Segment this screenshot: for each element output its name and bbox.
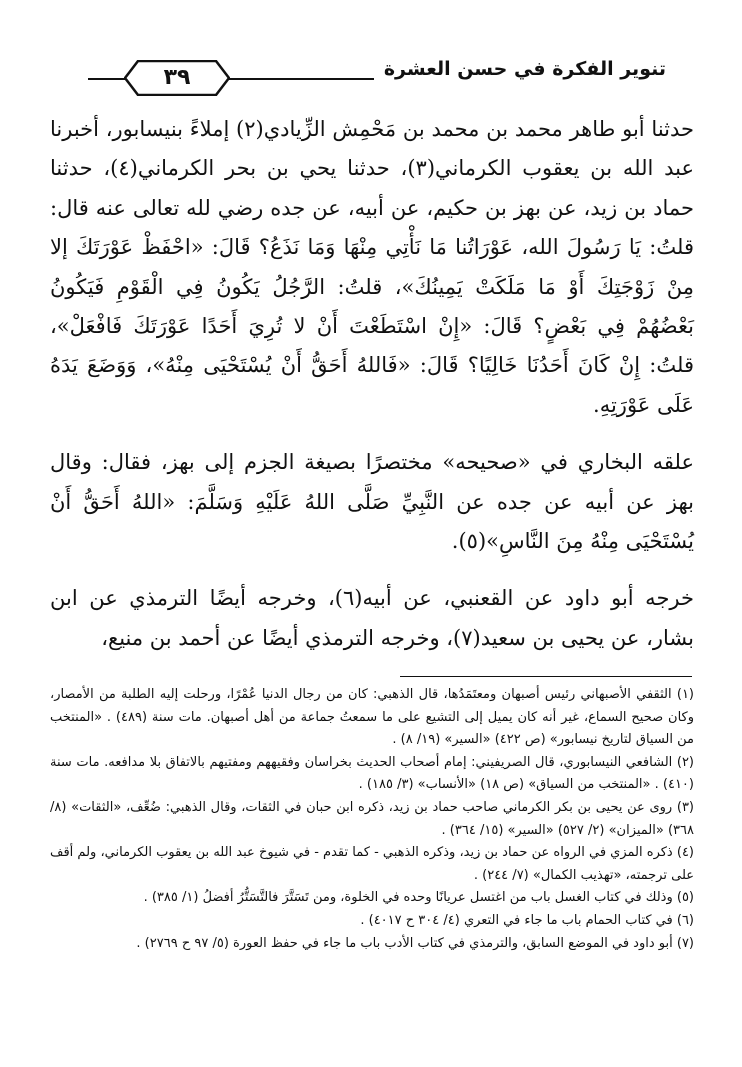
- footnote-6: (٦) في كتاب الحمام باب ما جاء في التعري (٤/ ٣٠٤ ح ٤٠١٧) .: [360, 912, 694, 928]
- running-title: تنوير الفكرة في حسن العشرة: [374, 58, 666, 80]
- footnotes: [50, 684, 694, 955]
- footnote-5: (٥) وذلك في كتاب الغسل باب من اغتسل عريانًا وحده في الخلوة، ومن تَسَتَّرَ فالتَّسَتُّرُ أفضلُ (١/ ٣٨٥) .: [143, 890, 694, 906]
- main-text: [50, 110, 694, 658]
- page-header: [88, 54, 666, 98]
- footnote-3: (٣) روى عن يحيى بن بكر الكرماني صاحب حماد بن زيد، ذكره ابن حبان في الثقات، وقال الذهبي: ضُعِّف، «الثقات» (٨/ ٣٦٨) «الميزان» (٢/ ٥٢٧) «السير» (١٥/ ٣٦٤) .: [50, 799, 694, 838]
- footnote-1: (١) الثقفي الأصبهاني رئيس أصبهان ومعتَمَدُها، قال الذهبي: كان من رجال الدنيا عُمْرًا، ورحلت إليه الطلبة من الأمصار، وكان صحيح السماع، غير أنه كان يميل إلى التشيع على ما سمعتُ جماعة من أهل أصبهان. مات سنة (٤٨٩) . «المنتخب من السياق لتاريخ نيسابور» (ص ٤٢٢) «السير» (١٩/ ٨) .: [50, 687, 695, 748]
- page-number-badge: [124, 60, 230, 96]
- paragraph-takhrij: خرجه أبو داود عن القعنبي، عن أبيه(٦)، وخرجه أيضًا الترمذي عن ابن بشار، عن يحيى بن سعيد(٧)، وخرجه الترمذي أيضًا عن أحمد بن منيع،: [50, 586, 694, 650]
- footnote-4: (٤) ذكره المزي في الرواه عن حماد بن زيد، وذكره الذهبي - كما تقدم - في شيوخ عبد الله بن يعقوب الكرماني، ولم أقف على ترجمته، «تهذيب الكمال» (٧/ ٢٤٤) .: [50, 845, 694, 883]
- footnote-2: (٢) الشافعي النيسابوري، قال الصريفيني: إمام أصحاب الحديث بخراسان وفقيههم ومفتيهم بالاتفاق بلا مدافعه. مات سنة (٤١٠) . «المنتخب من السياق» (ص ١٨) «الأنساب» (٣/ ١٨٥) .: [50, 754, 694, 793]
- paragraph-bukhari: علقه البخاري في «صحيحه» مختصرًا بصيغة الجزم إلى بهز، فقال: وقال بهز عن أبيه عن جده عن النَّبِيِّ صَلَّى اللهُ عَلَيْهِ وَسَلَّمَ: «اللهُ أَحَقُّ أَنْ يُسْتَحْيَى مِنْهُ مِنَ النَّاسِ»(٥).: [50, 450, 694, 554]
- footnote-separator: [400, 676, 692, 677]
- paragraph-hadith: حدثنا أبو طاهر محمد بن محمد بن مَحْمِش الزِّيادي(٢) إملاءً بنيسابور، أخبرنا عبد الله بن يعقوب الكرماني(٣)، حدثنا يحي بن بحر الكرماني(٤)، حدثنا حماد بن زيد، عن بهز بن حكيم، عن أبيه، عن جده رضي لله تعالى عنه قال: قلتُ: يَا رَسُولَ الله، عَوْرَاتُنا مَا نَأْتِي مِنْهَا وَمَا نَذَعُ؟ قَالَ: «احْفَظْ عَوْرَتَكَ إلا مِنْ زَوْجَتِكَ أَوْ مَا مَلَكَتْ يَمِينُكَ»، قلتُ: الرَّجُلُ يَكُونُ فِي الْقَوْمِ فَيَكُونُ بَعْضُهُمْ فِي بَعْضٍ؟ قَالَ: «إِنْ اسْتَطَعْتَ أَنْ لا تُرِيَ أَحَدًا عَوْرَتَكَ فَافْعَلْ»، قلتُ: إِنْ كَانَ أَحَدُنَا خَالِيًا؟ قَالَ: «فَاللهُ أَحَقُّ أَنْ يُسْتَحْيَى مِنْهُ»، وَوَضَعَ يَدَهُ عَلَى عَوْرَتِهِ.: [50, 117, 695, 417]
- page-number: ٣٩: [163, 65, 191, 90]
- footnote-7: (٧) أبو داود في الموضع السابق، والترمذي في كتاب الأدب باب ما جاء في حفظ العورة (٥/ ٩٧ ح ٢٧٦٩) .: [136, 935, 694, 951]
